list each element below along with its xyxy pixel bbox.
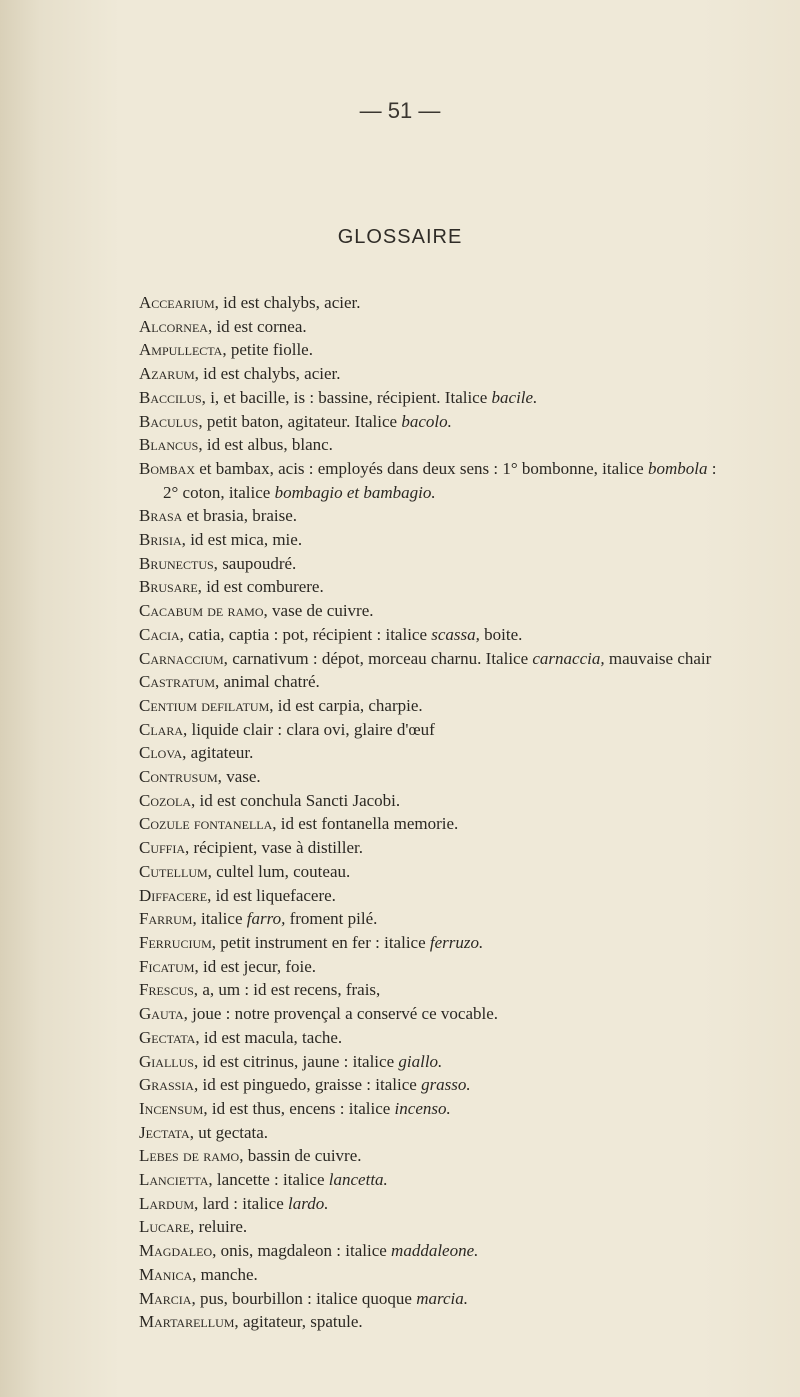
entry-headword: Carnaccium, <box>139 648 228 668</box>
glossary-entry <box>139 907 779 931</box>
entry-headword: Cozule fontanella, <box>139 814 277 834</box>
entry-headword: Farrum, <box>139 909 197 929</box>
entry-headword: Cozola, <box>139 790 196 810</box>
glossary-entry <box>139 1263 779 1287</box>
glossary-entry <box>139 575 779 599</box>
entry-definition: joue : notre provençal a conservé ce vocable. <box>187 1004 499 1024</box>
entry-definition: reluire. <box>194 1217 248 1237</box>
glossary-entry <box>139 1073 779 1097</box>
glossary-entry <box>139 338 779 362</box>
entry-headword: Alcornea, <box>139 316 213 336</box>
entry-definition: id est pinguedo, graisse : italice <box>198 1075 422 1095</box>
entry-headword: Marcia, <box>139 1288 196 1308</box>
glossary-entry <box>139 765 779 789</box>
entry-headword: Brusare, <box>139 577 202 597</box>
glossary-entry <box>139 931 779 955</box>
entry-definition-end: froment pilé. <box>285 909 378 929</box>
glossary-entry <box>139 978 779 1002</box>
entry-definition: id est fontanella memorie. <box>276 814 459 834</box>
entry-headword: Centium defilatum, <box>139 695 274 715</box>
entry-headword: Brasa <box>139 506 183 526</box>
entry-headword: Lebes de ramo, <box>139 1146 244 1166</box>
entry-headword: Castratum, <box>139 672 220 692</box>
entry-headword: Ampullecta, <box>139 340 227 360</box>
entry-headword: Lancietta, <box>139 1170 213 1190</box>
entry-headword: Jectata, <box>139 1122 194 1142</box>
entry-headword: Gectata, <box>139 1027 200 1047</box>
glossary-entry <box>139 694 779 718</box>
entry-definition: lancette : italice <box>212 1170 329 1190</box>
entry-definition: agitateur, spatule. <box>238 1312 363 1332</box>
glossary-entry-continuation <box>139 481 779 505</box>
entry-italic-term: bombagio et bambagio. <box>274 482 436 502</box>
glossary-entry <box>139 1192 779 1216</box>
entry-definition: onis, magdaleon : italice <box>216 1241 392 1261</box>
entry-italic-term: lancetta. <box>328 1170 388 1190</box>
entry-headword: Cacabum de ramo, <box>139 601 268 621</box>
entry-definition: vase de cuivre. <box>267 601 374 621</box>
entry-definition: bassin de cuivre. <box>243 1146 362 1166</box>
glossary-entry <box>139 955 779 979</box>
entry-definition: saupoudré. <box>217 553 297 573</box>
glossary-entry <box>139 884 779 908</box>
entry-headword: Bombax <box>139 458 196 478</box>
entry-definition: i, et bacille, is : bassine, récipient. Italice <box>205 387 492 407</box>
glossary-entry <box>139 1287 779 1311</box>
entry-definition: petite fiolle. <box>226 340 313 360</box>
entry-definition: a, um : id est recens, frais, <box>198 980 381 1000</box>
entry-headword: Gauta, <box>139 1004 188 1024</box>
entry-headword: Incensum, <box>139 1098 208 1118</box>
glossary-entry <box>139 789 779 813</box>
glossary-entry <box>139 457 779 481</box>
entry-headword: Contrusum, <box>139 767 222 787</box>
glossary-entry <box>139 1215 779 1239</box>
glossary-entry <box>139 623 779 647</box>
entry-definition-end: boite. <box>479 624 523 644</box>
entry-headword: Ferrucium, <box>139 932 217 952</box>
glossary-entry <box>139 410 779 434</box>
entry-definition-end: mauvaise chair <box>604 648 712 668</box>
entry-headword: Azarum, <box>139 364 199 384</box>
entry-italic-term: bacile. <box>491 387 538 407</box>
glossary-entry <box>139 1310 779 1334</box>
entry-definition: id est conchula Sancti Jacobi. <box>195 790 401 810</box>
entry-definition: 2° coton, italice <box>163 482 275 502</box>
entry-italic-term: ferruzo. <box>429 932 484 952</box>
entry-definition: id est thus, encens : italice <box>207 1098 395 1118</box>
glossary-entry <box>139 1239 779 1263</box>
entry-headword: Giallus, <box>139 1051 199 1071</box>
entry-headword: Lardum, <box>139 1193 199 1213</box>
entry-headword: Brisia, <box>139 530 186 550</box>
glossary-entry <box>139 1002 779 1026</box>
entry-definition: id est cornea. <box>212 316 307 336</box>
entry-italic-term: bacolo. <box>401 411 452 431</box>
glossary-entry <box>139 362 779 386</box>
glossary-list <box>139 291 779 1334</box>
entry-definition: ut gectata. <box>193 1122 269 1142</box>
entry-definition: id est liquefacere. <box>211 885 336 905</box>
glossary-entry <box>139 1026 779 1050</box>
entry-definition: petit instrument en fer : italice <box>216 932 430 952</box>
entry-headword: Baccilus, <box>139 387 206 407</box>
entry-definition: id est macula, tache. <box>199 1027 343 1047</box>
entry-definition: animal chatré. <box>219 672 320 692</box>
entry-definition: liquide clair : clara ovi, glaire d'œuf <box>187 719 435 739</box>
glossary-entry <box>139 552 779 576</box>
entry-italic-term: scassa, <box>431 624 480 644</box>
glossary-entry <box>139 599 779 623</box>
entry-italic-term: farro, <box>246 909 286 929</box>
entry-definition: italice <box>196 909 247 929</box>
entry-headword: Manica, <box>139 1264 197 1284</box>
entry-definition: cultel lum, couteau. <box>211 861 351 881</box>
entry-italic-term: incenso. <box>394 1098 451 1118</box>
page-title: GLOSSAIRE <box>337 226 463 248</box>
entry-definition: id est chalybs, acier. <box>198 364 341 384</box>
entry-headword: Cuffia, <box>139 838 190 858</box>
glossary-entry <box>139 1097 779 1121</box>
entry-italic-term: bombola <box>647 458 708 478</box>
glossary-entry <box>139 670 779 694</box>
entry-italic-term: grasso. <box>421 1075 471 1095</box>
glossary-entry <box>139 315 779 339</box>
entry-italic-term: giallo. <box>398 1051 443 1071</box>
glossary-entry <box>139 647 779 671</box>
page-number: — 51 — <box>359 98 441 123</box>
glossary-entry <box>139 291 779 315</box>
entry-definition: id est albus, blanc. <box>202 435 333 455</box>
entry-headword: Clara, <box>139 719 188 739</box>
entry-definition: carnativum : dépot, morceau charnu. Italice <box>227 648 533 668</box>
entry-headword: Cutellum, <box>139 861 212 881</box>
entry-headword: Frescus, <box>139 980 199 1000</box>
entry-headword: Lucare, <box>139 1217 195 1237</box>
entry-headword: Diffacere, <box>139 885 212 905</box>
glossary-entry <box>139 860 779 884</box>
entry-definition: récipient, vase à distiller. <box>189 838 363 858</box>
entry-headword: Ficatum, <box>139 956 199 976</box>
entry-headword: Brunectus, <box>139 553 218 573</box>
entry-definition: id est chalybs, acier. <box>218 293 361 312</box>
entry-definition: pus, bourbillon : italice quoque <box>195 1288 417 1308</box>
entry-headword: Baculus, <box>139 411 203 431</box>
entry-definition: lard : italice <box>198 1193 288 1213</box>
entry-definition: id est comburere. <box>201 577 324 597</box>
entry-italic-term: maddaleone. <box>391 1241 479 1261</box>
glossary-entry <box>139 1121 779 1145</box>
entry-definition: manche. <box>196 1264 258 1284</box>
entry-definition: catia, captia : pot, récipient : italice <box>183 624 432 644</box>
entry-definition: id est mica, mie. <box>185 530 303 550</box>
entry-headword: Blancus, <box>139 435 203 455</box>
glossary-entry <box>139 386 779 410</box>
entry-definition: et bambax, acis : employés dans deux sens : 1° bombonne, italice <box>195 458 648 478</box>
entry-headword: Grassia, <box>139 1075 199 1095</box>
glossary-entry <box>139 718 779 742</box>
entry-definition: et brasia, braise. <box>182 506 298 526</box>
glossary-entry <box>139 433 779 457</box>
entry-definition: vase. <box>221 767 261 787</box>
glossary-entry <box>139 528 779 552</box>
entry-headword: Magdaleo, <box>139 1241 217 1261</box>
glossary-entry <box>139 504 779 528</box>
entry-definition: agitateur. <box>186 743 254 763</box>
entry-italic-term: carnaccia, <box>532 648 605 668</box>
entry-italic-term: marcia. <box>416 1288 468 1308</box>
glossary-entry <box>139 836 779 860</box>
glossary-entry <box>139 1168 779 1192</box>
entry-headword: Clova, <box>139 743 187 763</box>
entry-definition: id est carpia, charpie. <box>273 695 423 715</box>
entry-headword: Martarellum, <box>139 1312 239 1332</box>
entry-headword: Cacia, <box>139 624 184 644</box>
entry-definition: id est citrinus, jaune : italice <box>198 1051 399 1071</box>
glossary-entry <box>139 812 779 836</box>
entry-definition: id est jecur, foie. <box>198 956 317 976</box>
glossary-entry <box>139 1050 779 1074</box>
entry-italic-term: lardo. <box>288 1193 329 1213</box>
glossary-entry <box>139 1144 779 1168</box>
entry-definition: petit baton, agitateur. Italice <box>202 411 402 431</box>
glossary-entry <box>139 741 779 765</box>
entry-headword: Accearium, <box>139 293 219 312</box>
entry-definition-end: : <box>707 458 717 478</box>
